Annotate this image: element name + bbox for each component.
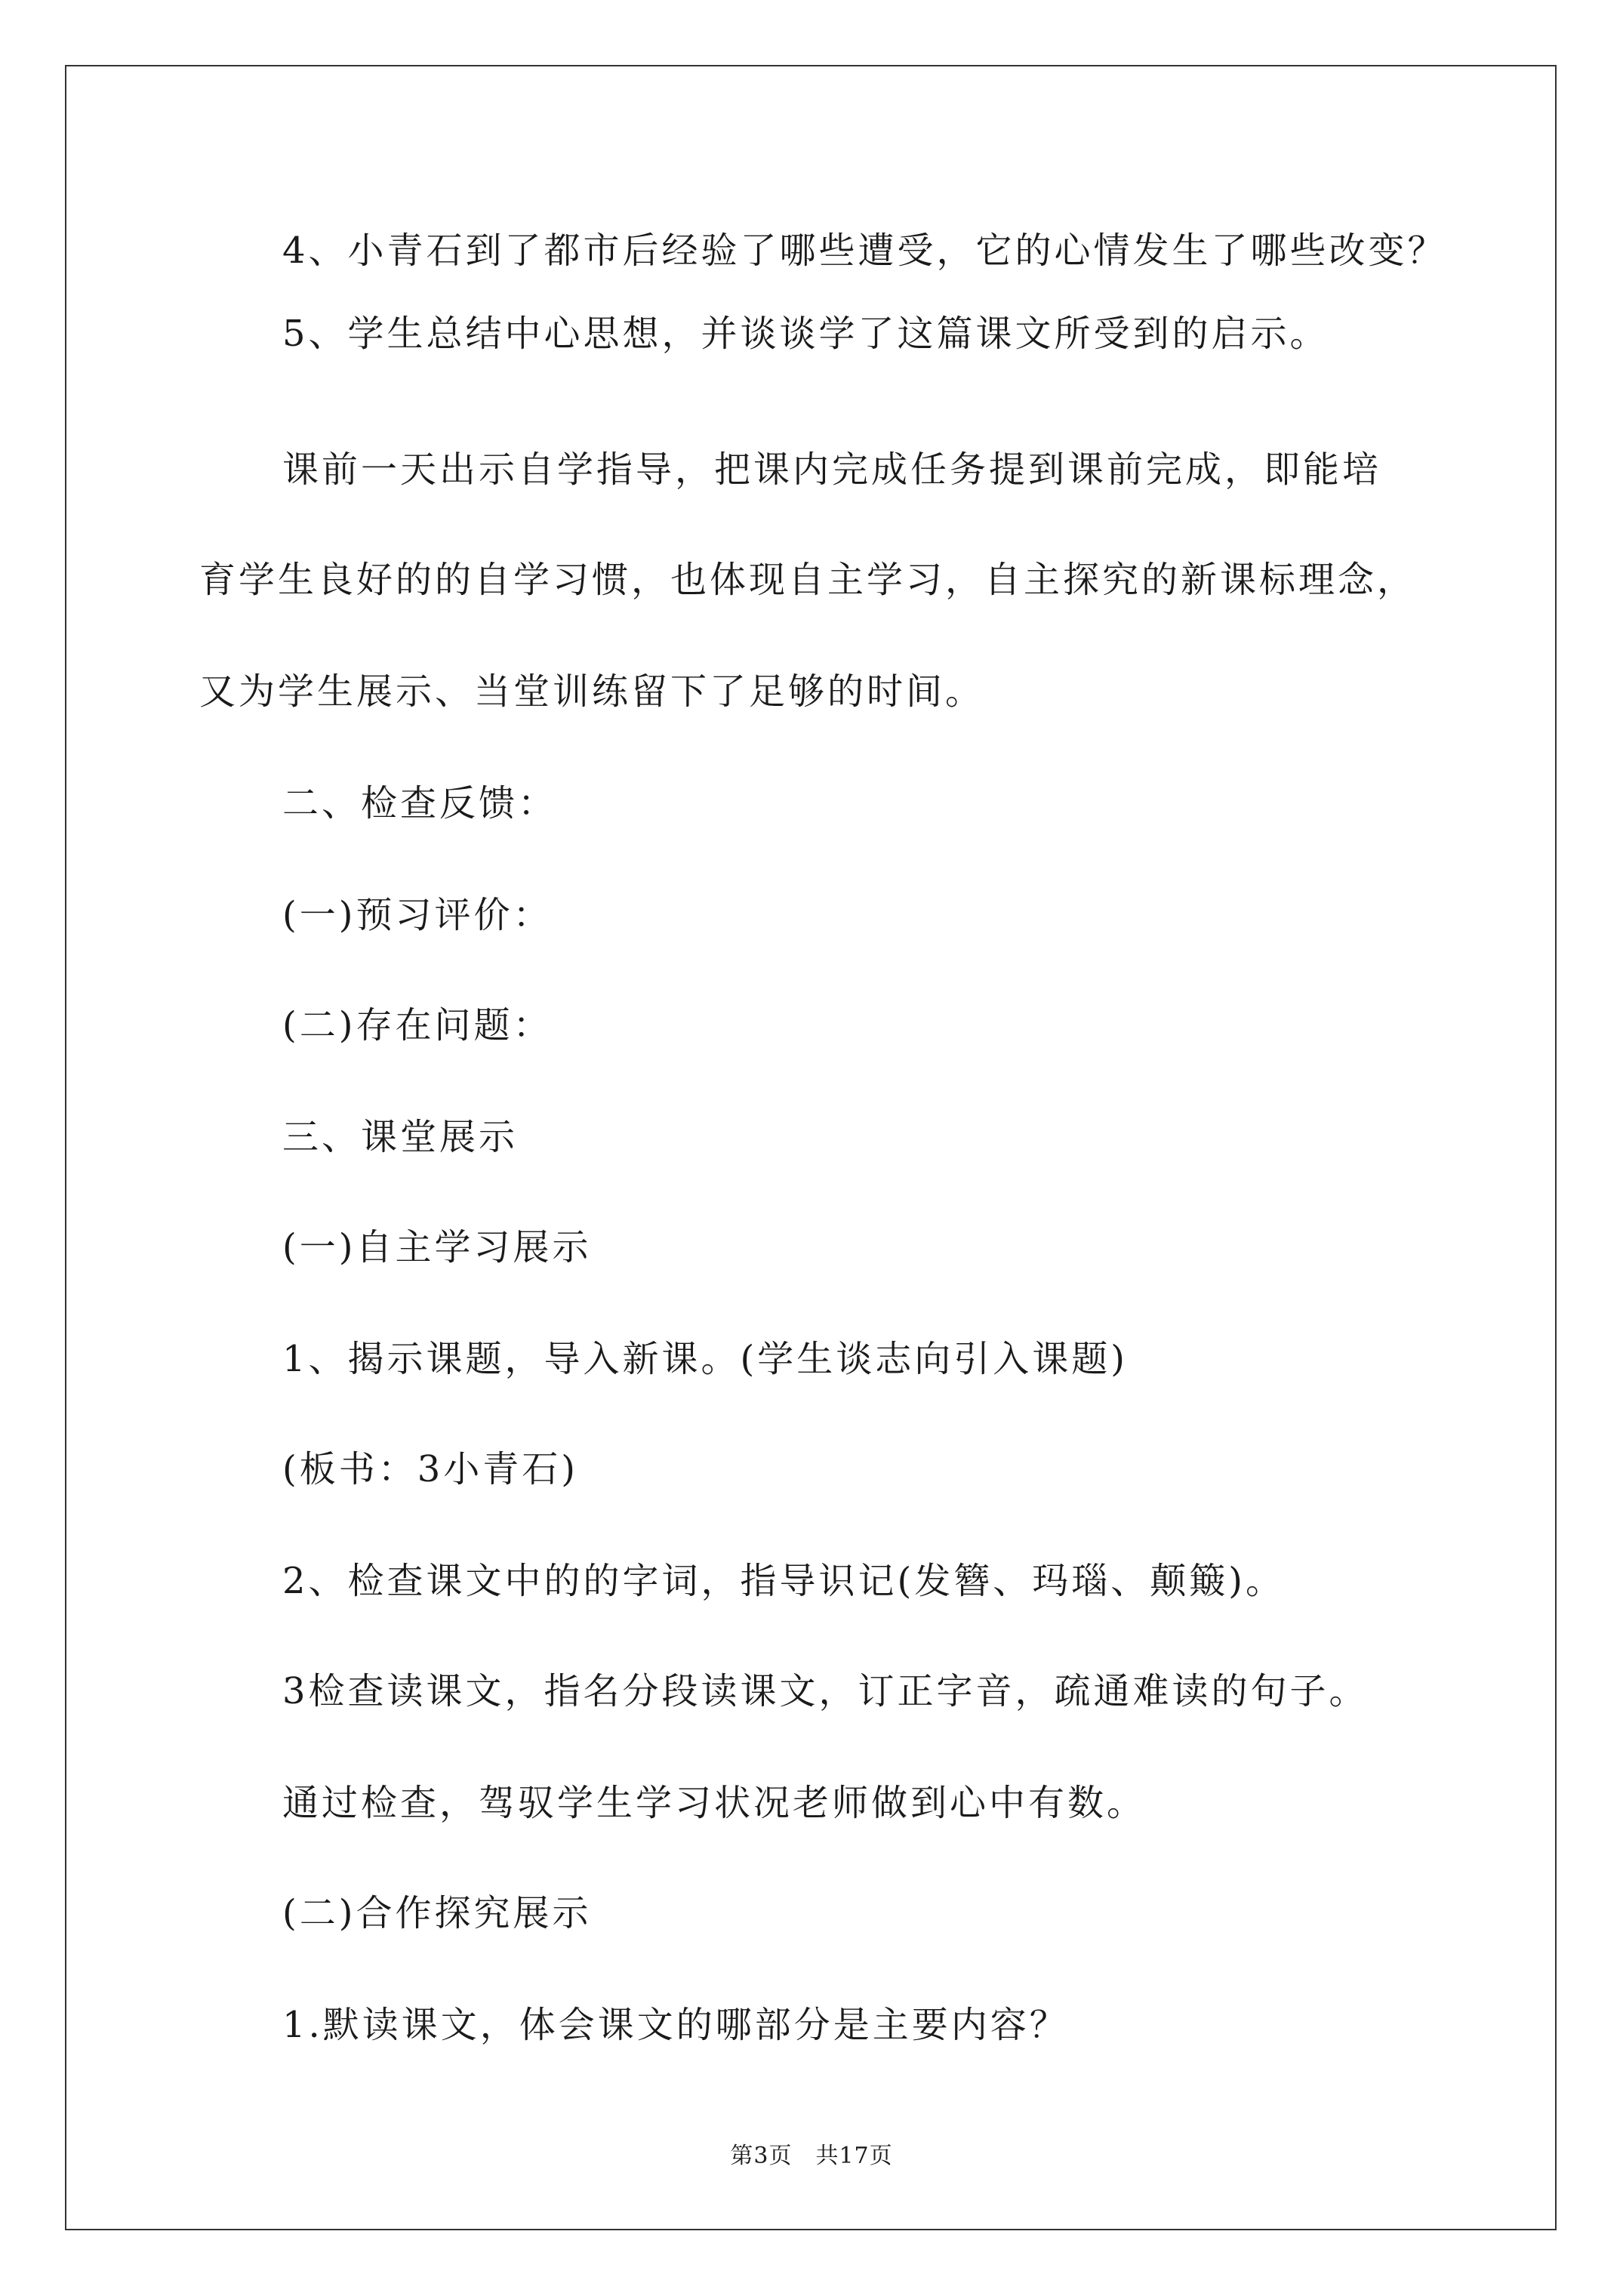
text-line-12: (板书：3小青石) xyxy=(282,1448,578,1490)
text-line-16: (二)合作探究展示 xyxy=(282,1892,592,1934)
text-line-7: (一)预习评价： xyxy=(282,894,553,936)
text-line-10: (一)自主学习展示 xyxy=(282,1226,592,1268)
text-line-17: 1.默读课文，体会课文的哪部分是主要内容？ xyxy=(282,2004,1069,2046)
text-line-9: 三、课堂展示 xyxy=(282,1116,519,1158)
text-line-5: 又为学生展示、当堂训练留下了足够的时间。 xyxy=(199,670,985,713)
text-line-8: (二)存在问题： xyxy=(282,1004,553,1046)
page-number-footer: 第3页 共17页 xyxy=(730,2143,893,2169)
text-line-4: 育学生良好的的自学习惯，也体现自主学习，自主探究的新课标理念， xyxy=(199,559,1417,601)
text-line-13: 2、检查课文中的的字词，指导识记(发簪、玛瑙、颠簸)。 xyxy=(282,1560,1285,1602)
text-line-2: 5、学生总结中心思想，并谈谈学了这篇课文所受到的启示。 xyxy=(282,313,1329,355)
text-line-14: 3检查读课文，指名分段读课文，订正字音，疏通难读的句子。 xyxy=(282,1670,1369,1712)
text-line-1: 4、小青石到了都市后经验了哪些遭受，它的心情发生了哪些改变？ xyxy=(282,230,1447,272)
text-line-3: 课前一天出示自学指导，把课内完成任务提到课前完成，即能培 xyxy=(282,448,1382,491)
text-line-11: 1、揭示课题，导入新课。(学生谈志向引入课题) xyxy=(282,1338,1128,1380)
text-line-6: 二、检查反馈： xyxy=(282,782,558,824)
text-line-15: 通过检查，驾驭学生学习状况老师做到心中有数。 xyxy=(282,1782,1147,1824)
